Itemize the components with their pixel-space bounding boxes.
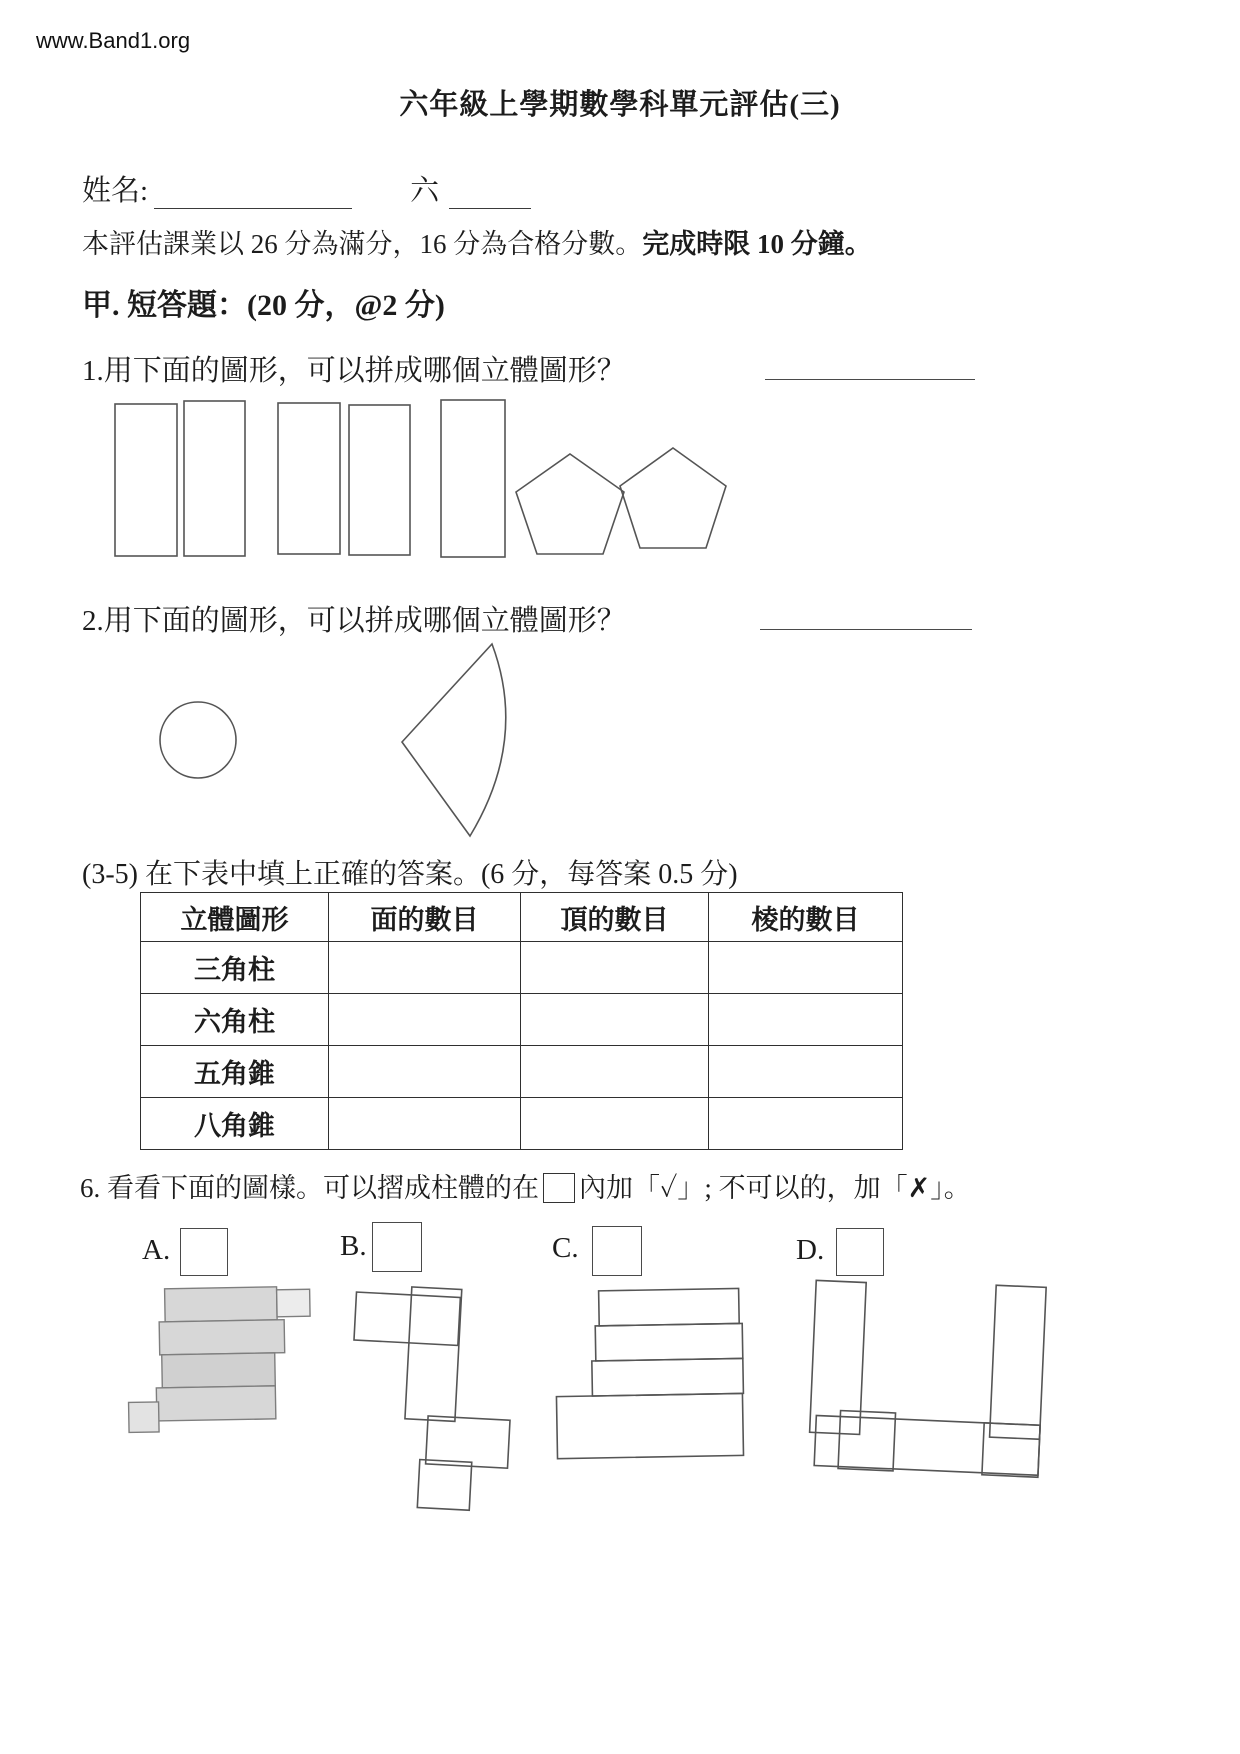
instructions-bold: 完成時限 10 分鐘。 (642, 229, 872, 259)
option-d-checkbox[interactable] (836, 1228, 884, 1276)
solids-table (140, 892, 903, 1150)
col-header-edges: 棱的數目 (709, 893, 903, 942)
name-row (82, 168, 531, 209)
option-a-label: A. (142, 1234, 171, 1266)
rectangle-shape (278, 403, 340, 554)
table-row (141, 1046, 903, 1098)
instructions-normal: 本評估課業以 26 分為滿分，16 分為合格分數。 (82, 229, 643, 259)
inline-answer-box-icon (543, 1173, 575, 1203)
net-b (345, 1284, 516, 1512)
table-row (141, 994, 903, 1046)
question-1-answer-line[interactable] (765, 378, 975, 380)
option-c-checkbox[interactable] (592, 1226, 642, 1276)
answer-cell[interactable] (329, 1046, 521, 1098)
rectangle-shape (441, 400, 505, 557)
rectangle-shape (349, 405, 410, 555)
row-label: 八角錐 (141, 1098, 329, 1150)
question-6-nets (0, 1270, 1240, 1530)
table-header-row (141, 893, 903, 942)
pentagon-shape (516, 454, 624, 554)
page-title: 六年級上學期數學科單元評估(三) (399, 89, 841, 121)
row-label: 五角錐 (141, 1046, 329, 1098)
question-6-suffix: 內加「✓」; 不可以的，加「✗」。 (579, 1173, 971, 1203)
section-a-heading: 甲. 短答題：(20 分，@2 分) (82, 289, 445, 322)
option-b-checkbox[interactable] (372, 1222, 422, 1272)
question-3-5-heading: (3-5) 在下表中填上正確的答案。(6 分，每答案 0.5 分) (82, 859, 738, 890)
class-answer-line[interactable] (449, 178, 531, 209)
table-row (141, 1098, 903, 1150)
col-header-solid: 立體圖形 (141, 893, 329, 942)
net-c (555, 1288, 745, 1458)
option-b-label: B. (340, 1230, 367, 1262)
answer-cell[interactable] (709, 1046, 903, 1098)
answer-cell[interactable] (329, 942, 521, 994)
col-header-vertices: 頂的數目 (521, 893, 709, 942)
answer-cell[interactable] (709, 1098, 903, 1150)
name-label: 姓名: (82, 175, 149, 207)
answer-cell[interactable] (329, 994, 521, 1046)
net-a (127, 1286, 312, 1432)
answer-cell[interactable] (521, 1046, 709, 1098)
answer-cell[interactable] (521, 942, 709, 994)
row-label: 三角柱 (141, 942, 329, 994)
instructions (82, 222, 872, 261)
circle-shape (160, 702, 236, 778)
pentagon-shape (620, 448, 726, 548)
answer-cell[interactable] (709, 942, 903, 994)
question-6-prefix: 6. 看看下面的圖樣。可以摺成柱體的在 (80, 1173, 539, 1203)
answer-cell[interactable] (709, 994, 903, 1046)
question-2-shapes (140, 628, 560, 858)
option-d-label: D. (796, 1234, 825, 1266)
answer-cell[interactable] (329, 1098, 521, 1150)
rectangle-shape (184, 401, 245, 556)
rectangle-shape (115, 404, 177, 556)
answer-cell[interactable] (521, 994, 709, 1046)
class-label: 六 (410, 175, 440, 207)
answer-cell[interactable] (521, 1098, 709, 1150)
site-watermark: www.Band1.org (36, 28, 191, 53)
sector-shape (402, 644, 506, 836)
question-1-shapes (100, 392, 750, 587)
net-d (808, 1277, 1046, 1477)
question-2-text: 2.用下面的圖形，可以拼成哪個立體圖形？ (82, 605, 626, 637)
question-1-text: 1.用下面的圖形，可以拼成哪個立體圖形？ (82, 355, 626, 387)
row-label: 六角柱 (141, 994, 329, 1046)
name-answer-line[interactable] (154, 178, 352, 209)
table-row (141, 942, 903, 994)
option-a-checkbox[interactable] (180, 1228, 228, 1276)
option-c-label: C. (552, 1232, 579, 1264)
col-header-faces: 面的數目 (329, 893, 521, 942)
question-6-text (80, 1166, 971, 1205)
question-2-answer-line[interactable] (760, 628, 972, 630)
